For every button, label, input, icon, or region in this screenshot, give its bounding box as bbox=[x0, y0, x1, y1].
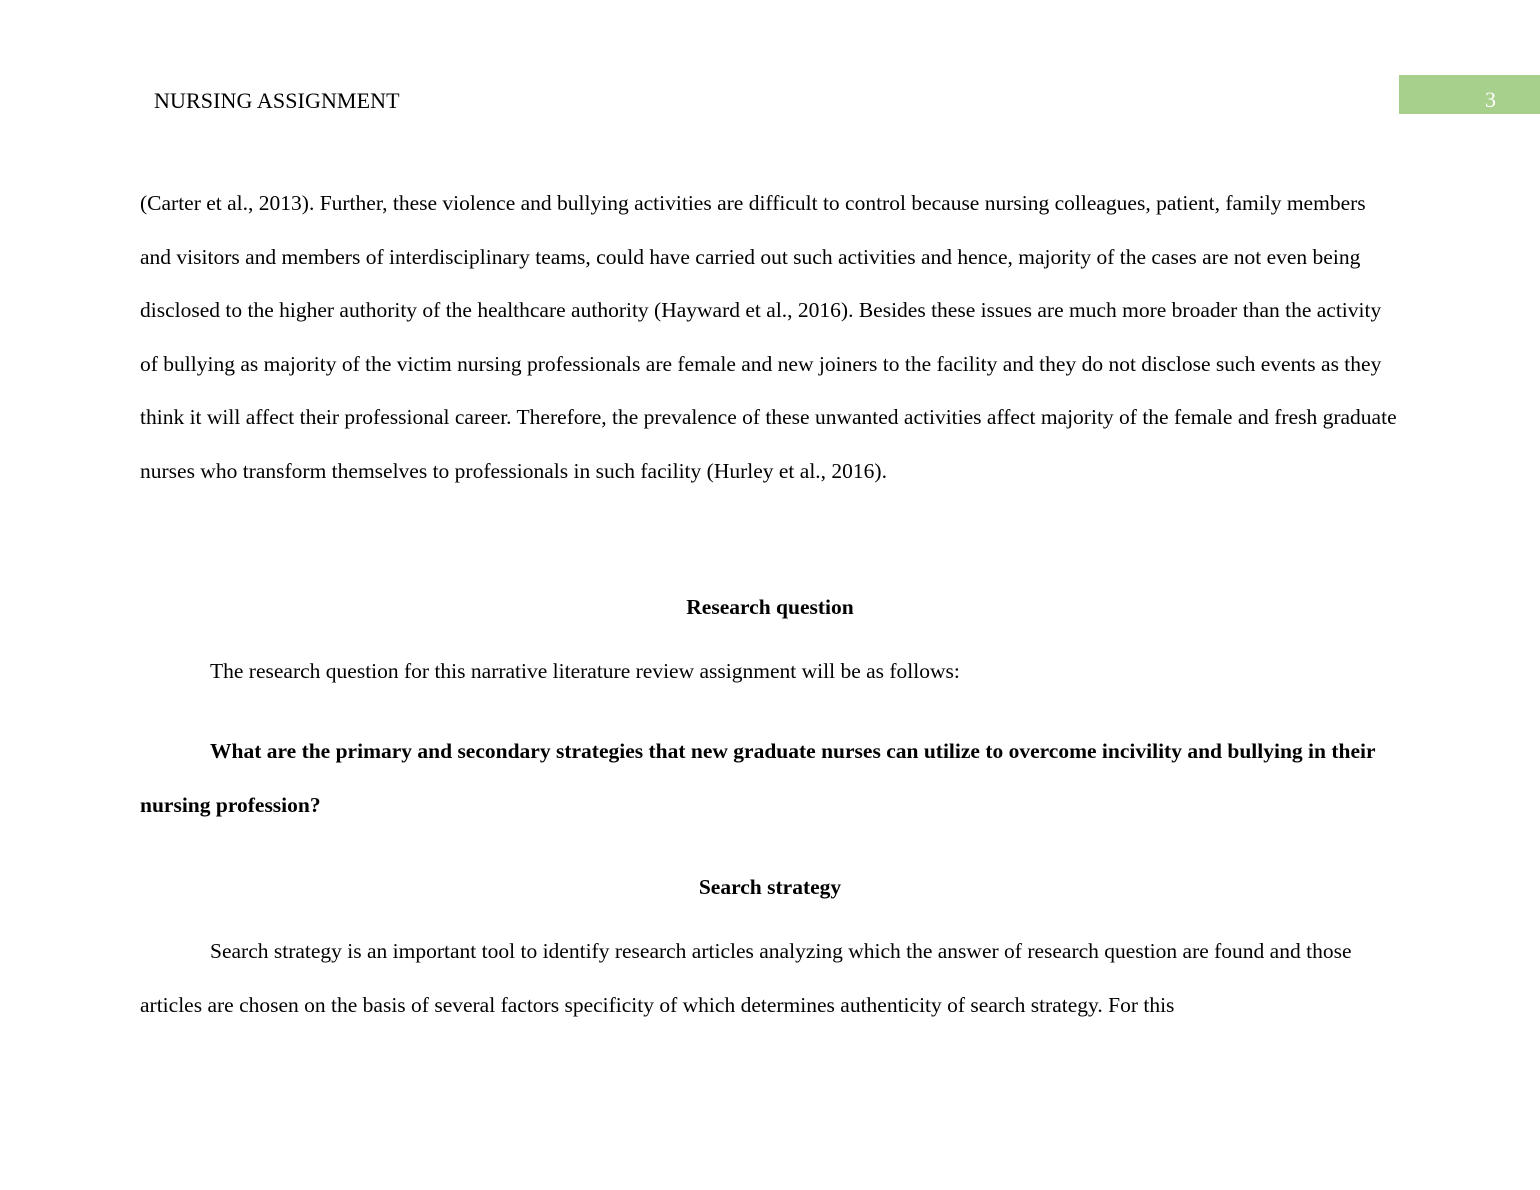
research-question-text: What are the primary and secondary strategies that new graduate nurses can utilize to overcome incivility and bullying in their nursing profession? bbox=[140, 739, 1376, 817]
paragraph-research-intro: The research question for this narrative literature review assignment will be as follows: bbox=[210, 659, 960, 683]
paragraph-continuation: (Carter et al., 2013). Further, these violence and bullying activities are difficult to control because nursing colleagues, patient, family members and visitors and members of interdisciplinary teams, could have carried out such activities and hence, majority of the cases are not even being disclosed to the higher authority of the healthcare authority (Hayward et al., 2016). Besides these issues are much more broader than the activity of bullying as majority of the victim nursing professionals are female and new joiners to the facility and they do not disclose such events as they think it will affect their professional career. Therefore, the prevalence of these unwanted activities affect majority of the female and fresh graduate nurses who transform themselves to professionals in such facility (Hurley et al., 2016). bbox=[140, 191, 1397, 483]
page-number: 3 bbox=[1485, 87, 1496, 112]
heading-search-strategy: Search strategy bbox=[698, 875, 842, 899]
heading-research-question: Research question bbox=[686, 595, 854, 619]
running-head: NURSING ASSIGNMENT bbox=[154, 88, 400, 113]
paragraph-search-strategy: Search strategy is an important tool to identify research articles analyzing which the answer of research question are found and those articles are chosen on the basis of several factors specificity of which determines authenticity of search strategy. For this bbox=[140, 939, 1352, 1017]
page-number-box bbox=[1399, 75, 1540, 114]
